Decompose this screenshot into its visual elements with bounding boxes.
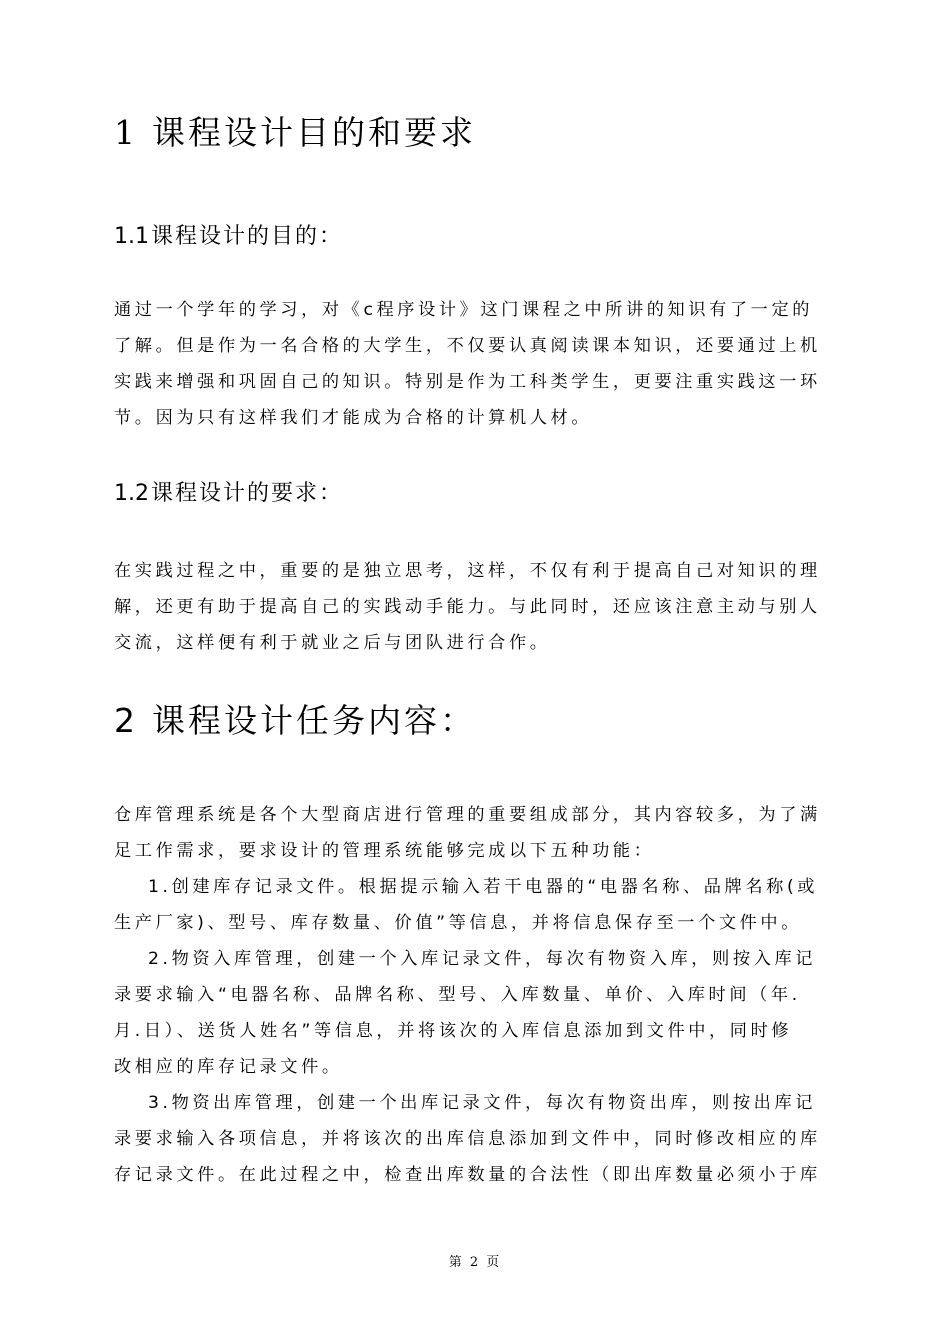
paragraph-line: 仓库管理系统是各个大型商店进行管理的重要组成部分，其内容较多，为了满 <box>114 805 821 825</box>
paragraph-line: 解，还更有助于提高自己的实践动手能力。与此同时，还应该注意主动与别人 <box>114 597 821 617</box>
section1-1-heading <box>114 226 343 248</box>
paragraph-line: 足工作需求，要求设计的管理系统能够完成以下五种功能： <box>114 841 655 861</box>
paragraph-line: 在实践过程之中，重要的是独立思考，这样，不仅有利于提高自己对知识的理 <box>114 561 821 581</box>
paragraph-line: 通过一个学年的学习，对《c程序设计》这门课程之中所讲的知识有了一定的 <box>114 300 814 320</box>
list-item-line: 1.创建库存记录文件。根据提示输入若干电器的“电器名称、品牌名称(或 <box>148 877 819 897</box>
section1-1-number: 1.1 <box>114 224 149 249</box>
section1-2-title: 课程设计的要求： <box>151 481 344 506</box>
list-item-line: 录要求输入“电器名称、品牌名称、型号、入库数量、单价、入库时间（年. <box>114 985 801 1005</box>
section1-2-paragraph <box>114 553 874 661</box>
page-number: 第 2 页 <box>448 1255 502 1270</box>
section1-1-title: 课程设计的目的： <box>151 224 344 249</box>
list-item-line: 生产厂家)、型号、库存数量、价值”等信息，并将信息保存至一个文件中。 <box>114 913 803 933</box>
list-item-line: 2.物资入库管理，创建一个入库记录文件，每次有物资入库，则按入库记 <box>148 949 817 969</box>
paragraph-line: 节。因为只有这样我们才能成为合格的计算机人材。 <box>114 408 593 428</box>
paragraph-line: 了解。但是作为一名合格的大学生，不仅要认真阅读课本知识，还要通过上机 <box>114 336 821 356</box>
paragraph-line: 实践来增强和巩固自己的知识。特别是作为工科类学生，更要注重实践这一环 <box>114 372 821 392</box>
section2-heading <box>114 701 476 740</box>
section1-2-number: 1.2 <box>114 481 149 506</box>
paragraph-line: 交流，这样便有利于就业之后与团队进行合作。 <box>114 633 551 653</box>
section1-heading <box>114 113 476 152</box>
section2-title: 课程设计任务内容： <box>152 701 476 740</box>
section2-paragraph <box>114 797 874 1193</box>
section1-number: 1 <box>114 113 138 152</box>
section1-title: 课程设计目的和要求 <box>152 113 476 152</box>
list-item-line: 3.物资出库管理，创建一个出库记录文件，每次有物资出库，则按出库记 <box>148 1093 817 1113</box>
list-item-line: 录要求输入各项信息，并将该次的出库信息添加到文件中，同时修改相应的库 <box>114 1129 821 1149</box>
section1-2-heading <box>114 483 343 505</box>
section2-number: 2 <box>114 701 138 740</box>
list-item-line: 存记录文件。在此过程之中，检查出库数量的合法性（即出库数量必须小于库 <box>114 1165 821 1185</box>
section1-1-paragraph <box>114 292 874 436</box>
list-item-line: 改相应的库存记录文件。 <box>114 1057 343 1077</box>
list-item-line: 月.日）、送货人姓名”等信息，并将该次的入库信息添加到文件中，同时修 <box>114 1021 793 1041</box>
